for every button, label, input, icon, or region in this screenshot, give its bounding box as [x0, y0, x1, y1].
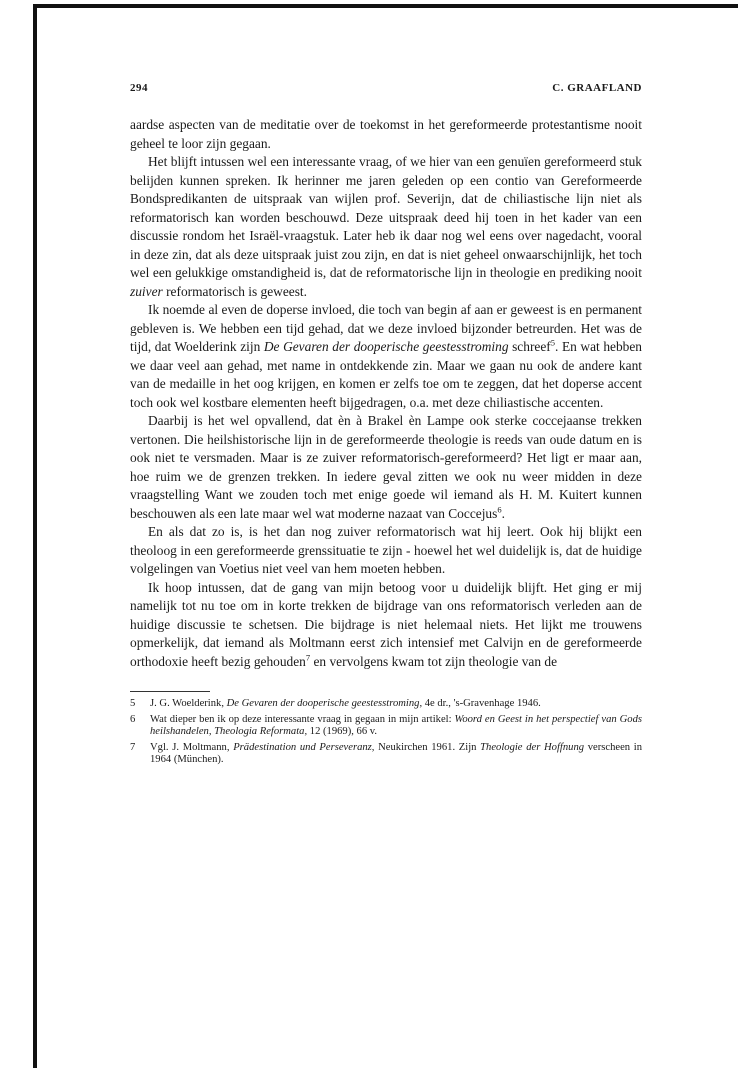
body-text: [130, 116, 642, 671]
footnote: 6 Wat dieper ben ik op deze interessante vraag in gegaan in mijn artikel: Woord en Geest in het perspectief van Gods heilshandelen, Theologia Reformata, 12 (1969), 66 v.: [130, 713, 642, 737]
page-edge-left: [33, 8, 37, 1068]
paragraph: Daarbij is het wel opvallend, dat èn à Brakel èn Lampe ook sterke coccejaanse trekken vertonen. Die heilshistorische lijn in de gereformeerde theologie is reeds van oude datum en is ook niet te versmaden. Maar is ze zuiver reformatorisch-gereformeerd? Het ligt er maar aan, hoe ruim we de grenzen trekken. In iedere geval zitten we ook nu weer midden in deze vraagstelling Want we zouden toch met enige goede wil iemand als H. M. Kuitert kunnen beschouwen als een late maar wel wat moderne nazaat van Coccejus$^6$.: [130, 413, 642, 521]
running-header: [130, 82, 642, 94]
footnote: 5 J. G. Woelderink, De Gevaren der dooperische geestesstroming, 4e dr., 's-Gravenhage 1946.: [130, 698, 541, 709]
page: [130, 82, 642, 770]
footnote-ref: 5: [550, 337, 556, 348]
footnote: 7 Vgl. J. Moltmann, Prädestination und Perseveranz, Neukirchen 1961. Zijn Theologie der Hoffnung verscheen in 1964 (München).: [130, 741, 643, 765]
footnote-ref: 6: [497, 504, 502, 515]
page-edge-top: [33, 4, 738, 8]
paragraph: Ik hoop intussen, dat de gang van mijn betoog voor u duidelijk blijft. Het ging er mij namelijk tot nu toe om in korte trekken de bijdrage van ons reformatorisch verleden aan de huidige discussie te schetsen. Die bijdrage is niet helemaal niets. Het lijkt me trouwens opmerkelijk, dat iemand als Moltmann eerst zich intensief met Calvijn en de gereformeerde orthodoxie heeft bezig gehouden$^7$ en vervolgens kwam tot zijn theologie van de: [130, 579, 642, 669]
footnote-ref: 7: [305, 652, 311, 663]
paragraph: En als dat zo is, is het dan nog zuiver reformatorisch wat hij leert. Ook hij blijkt een theoloog in een gereformeerde grenssituatie te zijn - hoewel het wel duidelijk is, dat de huidige volgelingen van Voetius niet veel van hem moeten hebben.: [130, 524, 642, 576]
running-author: C. GRAAFLAND: [552, 82, 642, 94]
paragraph: Het blijft intussen wel een interessante vraag, of we hier van een genuïen gereformeerd stuk belijden kunnen spreken. Ik herinner me jaren geleden op een contio van Gereformeerde Bondspredikanten de uitspraak van wijlen prof. Severijn, dat de chiliastische lijn niet als reformatorisch kan worden beschouwd. Deze uitspraak deed hij toen in het kader van een discussie rondom het Israël-vraagstuk. Later heb ik daar nog wel eens over nagedacht, vooral in deze zin, dat als deze uitspraak juist zou zijn, en dat is niet geheel onwaarschijnlijk, het toch wel een gelukkige omstandigheid is, dat de reformatorische lijn in theologie en prediking nooit zuiver reformatorisch is geweest.: [130, 154, 642, 299]
paragraph: Ik noemde al even de doperse invloed, die toch van begin af aan er geweest is en permanent gebleven is. We hebben een tijd gehad, dat we deze invloed bijzonder betreurden. Het was de tijd, dat Woelderink zijn De Gevaren der dooperische geestesstroming schreef$^5$. En wat hebben we daar veel aan gehad, met name in ontdekkende zin. Maar we gaan nu ook de andere kant van de medaille in het oog krijgen, en komen er zelfs toe om te zeggen, dat het doperse accent toch ook wel kostbare elementen heeft bijgedragen, o.a. met deze chiliastische accenten.: [130, 302, 642, 410]
paragraph: aardse aspecten van de meditatie over de toekomst in het gereformeerde protestantisme nooit geheel te loor zijn gegaan.: [130, 117, 642, 151]
footnote-rule: [130, 691, 210, 692]
footnotes: [130, 698, 642, 767]
page-number: 294: [130, 82, 148, 94]
